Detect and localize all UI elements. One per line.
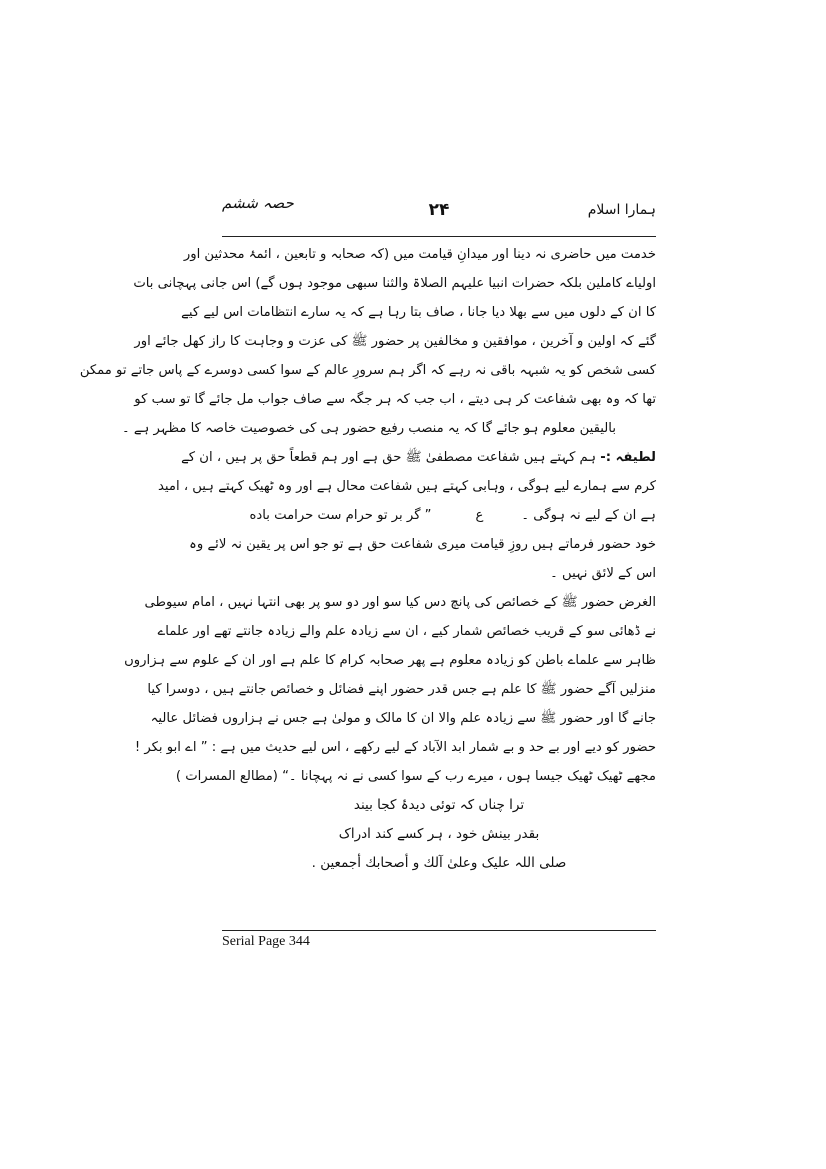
text-line: اس کے لائق نہیں ۔ bbox=[550, 566, 656, 581]
serial-label: Serial Page bbox=[222, 934, 286, 949]
text-line: تھا کہ وہ بھی شفاعت کر ہی دیتے ، اب جب کہ ہر جگہ سے صاف جواب مل جائے گا تو سب کو bbox=[134, 392, 656, 407]
text-line: جانے گا اور حضور ﷺ سے زیادہ علم والا ان کا مالک و مولیٰ ہے جس نے ہزاروں فضائل عالیہ bbox=[150, 711, 656, 726]
verse-line: بقدر بینش خود ، ہر کسے کند ادراک bbox=[338, 826, 540, 842]
footer-rule bbox=[222, 930, 656, 931]
latifa-text: ہے ان کے لیے نہ ہوگی ۔ bbox=[521, 508, 656, 523]
book-title: ہمارا اسلام bbox=[587, 202, 656, 218]
text-line: حضور کو دیے اور بے حد و بے شمار ابد الآباد کے لیے رکھے ، اس لیے حدیث میں ہے : ” اے ابو بکر ! bbox=[134, 740, 656, 755]
paragraph-1 bbox=[79, 240, 656, 443]
verse-line: ترا چناں کہ توئی دیدۂ کجا بیند bbox=[353, 797, 525, 813]
misra-marker: ع bbox=[475, 508, 484, 523]
page-body bbox=[79, 240, 656, 878]
text-line: گئے کہ اولین و آخرین ، موافقین و مخالفین پر حضور ﷺ کی عزت و وجاہت کا راز کھل جائے اور bbox=[134, 334, 656, 349]
misra-quote: ” گر بر تو حرام ست حرامت باده bbox=[249, 508, 432, 523]
part-label: حصہ ششم bbox=[222, 194, 294, 212]
paragraph-3 bbox=[124, 588, 656, 791]
latifa-section bbox=[158, 443, 656, 530]
page-number: ۲۴ bbox=[428, 200, 450, 220]
text-line: نے ڈھائی سو کے قریب خصائص شمار کیے ، ان سے زیادہ علم والے زیادہ جانتے تھے اور علماے bbox=[157, 624, 656, 639]
header-rule bbox=[222, 236, 656, 237]
text-line: خدمت میں حاضری نہ دینا اور میدانِ قیامت میں (کہ صحابہ و تابعین ، ائمۂ محدثین اور bbox=[183, 247, 656, 262]
latifa-text: ہم کہتے ہیں شفاعت مصطفیٰ ﷺ حق ہے اور ہم قطعاً حق پر ہیں ، ان کے bbox=[181, 450, 597, 465]
text-line: کرم سے ہمارے لیے ہوگی ، وہابی کہتے ہیں شفاعت محال ہے اور وہ ٹھیک کہتے ہیں ، امید bbox=[158, 479, 656, 494]
text-line: الغرض حضور ﷺ کے خصائص کی پانچ دس کیا سو اور دو سو پر بھی انتہا نہیں ، امام سیوطی bbox=[144, 595, 656, 610]
text-line: منزلیں آگے حضور ﷺ کا علم ہے جس قدر حضور اپنے فضائل و خصائص جانتے ہیں ، دوسرا کیا bbox=[147, 682, 656, 697]
page-header bbox=[222, 190, 656, 234]
text-line: ظاہر سے علماے باطن کو زیادہ معلوم ہے پھر صحابہ کرام کا علم ہے اور ان کے علوم سے ہزاروں bbox=[124, 653, 656, 668]
text-line: اولیاے کاملین بلکہ حضرات انبیا علیہم الصلاۃ والثنا سبھی موجود ہوں گے) اس جانی پہچانی بات bbox=[133, 276, 656, 291]
paragraph-2 bbox=[189, 530, 656, 588]
latifa-label: لطیفہ :- bbox=[600, 450, 656, 465]
page-footer bbox=[222, 934, 310, 950]
text-line bbox=[181, 443, 656, 472]
text-line: کسی شخص کو یہ شبہہ باقی نہ رہے کہ اگر ہم سرورِ عالم کے سوا کسی دوسرے کے پاس جاتے تو ممکن bbox=[79, 363, 656, 378]
text-line: بالیقین معلوم ہو جائے گا کہ یہ منصب رفیع حضور ہی کی خصوصیت خاصہ کا مظہر ہے ۔ bbox=[121, 421, 616, 436]
quote-line bbox=[222, 501, 656, 530]
verse-line: صلی اللہ علیک وعلیٰ آلك و أصحابك أجمعین . bbox=[311, 855, 567, 871]
verses bbox=[222, 791, 656, 878]
text-line: مجھے ٹھیک ٹھیک جیسا ہوں ، میرے رب کے سوا کسی نے نہ پہچانا ۔“ (مطالع المسرات ) bbox=[175, 769, 656, 784]
text-line: خود حضور فرماتے ہیں روزِ قیامت میری شفاعت حق ہے تو جو اس پر یقین نہ لائے وہ bbox=[189, 537, 656, 552]
text-line: کا ان کے دلوں میں سے بھلا دیا جانا ، صاف بتا رہا ہے کہ یہ سارے انتظامات اس لیے کیے bbox=[181, 305, 656, 320]
serial-number: 344 bbox=[288, 934, 310, 949]
